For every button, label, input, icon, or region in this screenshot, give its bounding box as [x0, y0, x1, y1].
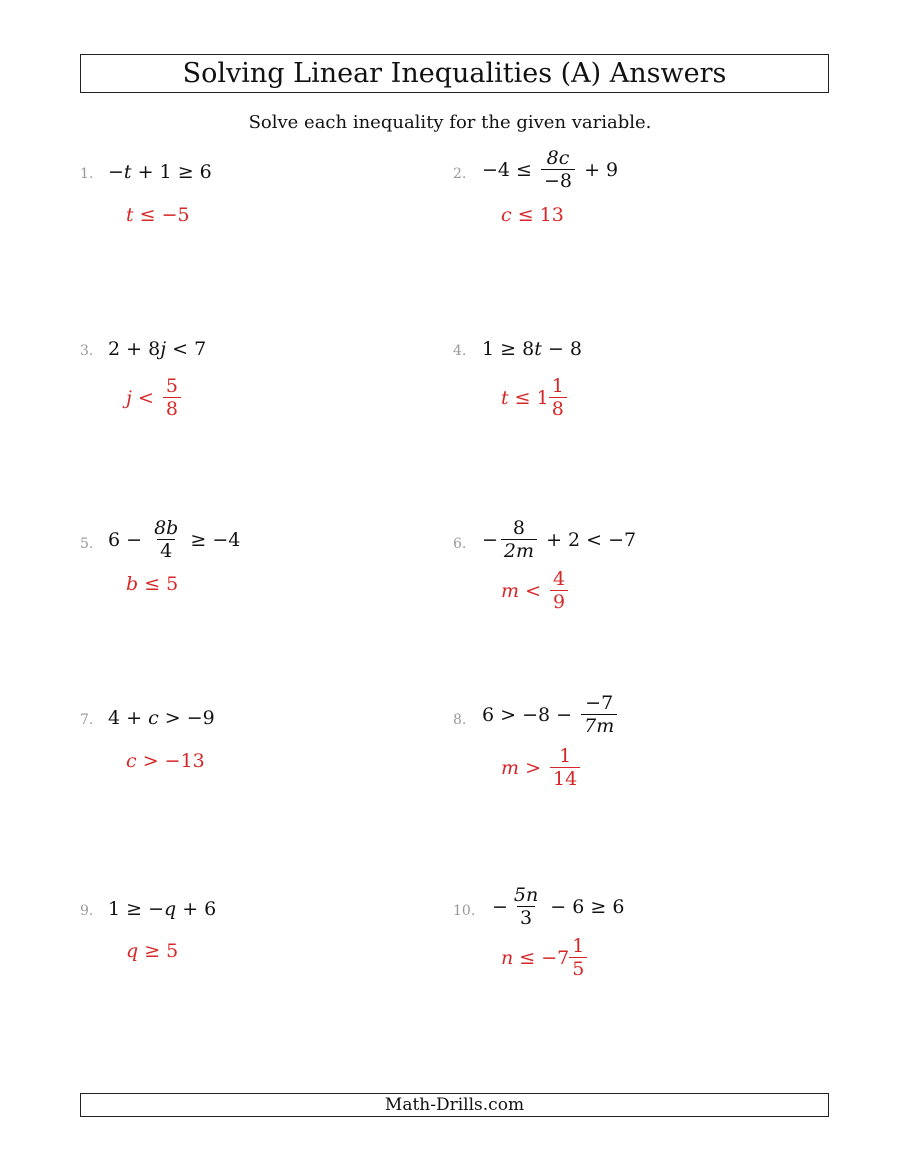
denominator: 8 — [549, 397, 567, 419]
answer — [126, 204, 190, 226]
denominator: 8 — [163, 397, 181, 419]
denominator: 2m — [501, 539, 537, 561]
expr-part: − 8 — [541, 338, 582, 360]
expr-part: 1 ≥ 8 — [482, 338, 535, 360]
expr-part: − — [492, 895, 508, 918]
numerator: 8 — [512, 517, 526, 539]
problem-number: 4. — [453, 343, 467, 359]
answer-relation: > −13 — [136, 750, 205, 772]
fraction — [501, 518, 537, 561]
answer-variable: c — [126, 750, 137, 772]
answer-variable: j — [126, 386, 132, 409]
numerator: 8b — [154, 517, 179, 539]
expr-variable: t — [534, 338, 542, 360]
answer — [126, 940, 178, 962]
numerator: −7 — [585, 692, 614, 714]
expr-part: + 6 — [176, 898, 217, 920]
answer-variable: q — [126, 940, 139, 962]
problem-expression — [108, 161, 212, 183]
fraction — [541, 148, 575, 191]
expr-part: − — [108, 161, 124, 183]
answer-variable: m — [501, 579, 520, 602]
denominator: 14 — [550, 767, 580, 789]
expr-part: − — [482, 528, 498, 551]
fraction — [151, 518, 181, 561]
problem-expression — [482, 148, 618, 191]
answer-relation: > — [519, 756, 548, 779]
answer-relation: ≤ −5 — [133, 204, 190, 226]
problem-number: 8. — [453, 712, 467, 728]
fraction — [549, 376, 567, 419]
problem-number: 2. — [453, 166, 467, 182]
expr-variable: c — [148, 707, 159, 729]
denominator: 3 — [517, 906, 535, 928]
denominator: 7m — [581, 714, 617, 736]
numerator: 1 — [559, 745, 572, 767]
problem-expression — [482, 518, 636, 561]
answer — [501, 204, 564, 226]
worksheet-title: Solving Linear Inequalities (A) Answers — [80, 54, 829, 93]
problem-expression — [108, 707, 215, 729]
fraction — [569, 936, 587, 979]
answer-variable: c — [501, 204, 512, 226]
footer-site-name: Math-Drills.com — [80, 1093, 829, 1117]
instructions: Solve each inequality for the given variable. — [248, 112, 652, 133]
answer-relation: ≤ 13 — [511, 204, 564, 226]
answer — [501, 569, 571, 612]
fraction — [550, 569, 568, 612]
expr-part: 6 > −8 − — [482, 703, 579, 726]
expr-variable: q — [164, 898, 177, 920]
answer — [126, 376, 184, 419]
expr-part: − 6 ≥ 6 — [544, 895, 625, 918]
expr-part: 4 + — [108, 707, 149, 729]
answer — [126, 750, 205, 772]
answer-relation: ≤ 1 — [508, 386, 549, 409]
fraction — [163, 376, 181, 419]
expr-part: 1 ≥ − — [108, 898, 165, 920]
numerator: 1 — [551, 375, 564, 397]
expr-variable: t — [123, 161, 132, 183]
numerator: 8c — [546, 147, 570, 169]
answer-relation: ≤ −7 — [513, 946, 570, 969]
problem-expression — [482, 693, 620, 736]
problem-number: 1. — [80, 166, 94, 182]
numerator: 4 — [553, 568, 566, 590]
fraction — [511, 885, 541, 928]
expr-part: + 2 < −7 — [540, 528, 637, 551]
answer — [501, 936, 590, 979]
problem-number: 7. — [80, 712, 94, 728]
problem-expression — [108, 338, 206, 360]
answer — [501, 746, 583, 789]
answer-variable: m — [501, 756, 520, 779]
answer-relation: ≥ 5 — [138, 940, 179, 962]
problem-number: 5. — [80, 536, 94, 552]
problem-number: 3. — [80, 343, 94, 359]
denominator: −8 — [541, 169, 575, 191]
expr-part: −4 ≤ — [482, 158, 539, 181]
expr-part: < 7 — [166, 338, 207, 360]
expr-variable: j — [160, 338, 167, 360]
numerator: 5 — [165, 375, 178, 397]
expr-part: + 9 — [578, 158, 619, 181]
answer-variable: n — [501, 946, 514, 969]
numerator: 1 — [572, 935, 585, 957]
problem-number: 9. — [80, 903, 94, 919]
expr-part: + 1 ≥ 6 — [131, 161, 212, 183]
expr-part: ≥ −4 — [184, 528, 241, 551]
answer-relation: < — [519, 579, 548, 602]
problem-expression — [108, 898, 216, 920]
answer-relation: ≤ 5 — [138, 573, 179, 595]
expr-part: > −9 — [158, 707, 215, 729]
answer-variable: t — [126, 204, 134, 226]
answer-variable: t — [501, 386, 509, 409]
denominator: 5 — [569, 957, 587, 979]
denominator: 4 — [157, 539, 175, 561]
problem-expression — [108, 518, 240, 561]
fraction — [550, 746, 580, 789]
fraction — [581, 693, 617, 736]
problem-expression — [482, 338, 582, 360]
answer — [501, 376, 570, 419]
problem-number: 10. — [453, 903, 476, 919]
expr-part: 2 + 8 — [108, 338, 161, 360]
answer-relation: < — [131, 386, 160, 409]
answer — [126, 573, 178, 595]
answer-variable: b — [126, 573, 139, 595]
expr-part: 6 − — [108, 528, 149, 551]
problem-expression — [492, 885, 624, 928]
numerator: 5n — [513, 884, 539, 906]
denominator: 9 — [550, 590, 568, 612]
problem-number: 6. — [453, 536, 467, 552]
